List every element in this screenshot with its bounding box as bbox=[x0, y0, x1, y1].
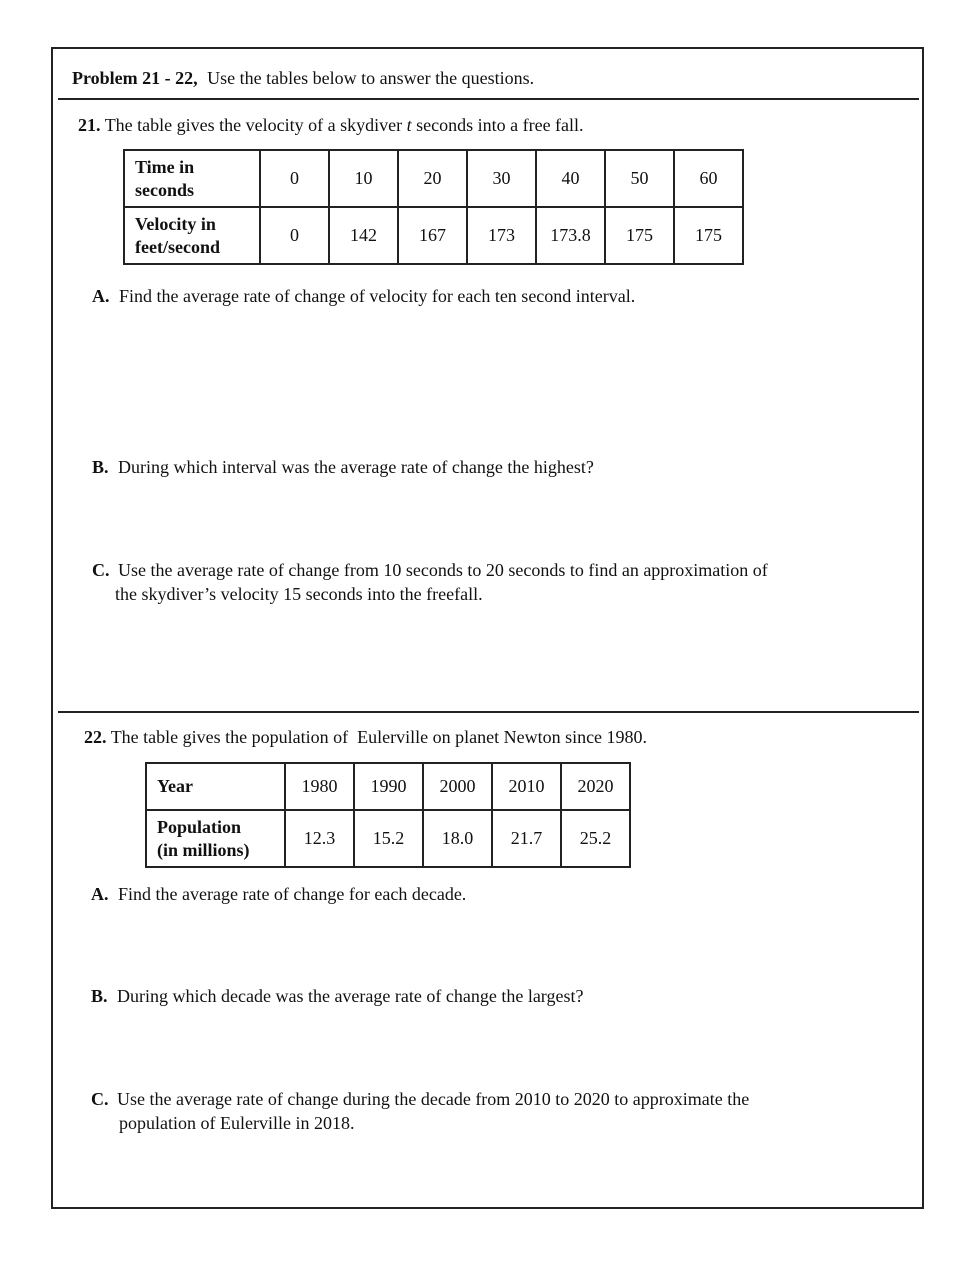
problem-21-part-a bbox=[92, 284, 635, 308]
problem-21-part-c-line2: the skydiver’s velocity 15 seconds into the freefall. bbox=[115, 584, 483, 604]
year-cell: 2010 bbox=[492, 763, 561, 810]
time-header-line2: seconds bbox=[135, 179, 195, 200]
time-header-line1: Time in bbox=[135, 156, 195, 177]
table-row-year bbox=[146, 763, 630, 810]
velocity-header-cell bbox=[124, 207, 260, 264]
part-b-text: During which decade was the average rate of change the largest? bbox=[117, 986, 584, 1006]
velocity-cell: 142 bbox=[329, 207, 398, 264]
population-header-cell bbox=[146, 810, 285, 867]
table-row-time bbox=[124, 150, 743, 207]
header-divider bbox=[58, 98, 919, 100]
problem-21-stem-var: t bbox=[406, 115, 412, 135]
velocity-cell: 175 bbox=[605, 207, 674, 264]
population-header-line1: Population bbox=[157, 816, 242, 837]
time-cell: 10 bbox=[329, 150, 398, 207]
table-row-velocity bbox=[124, 207, 743, 264]
population-cell: 18.0 bbox=[423, 810, 492, 867]
time-cell: 20 bbox=[398, 150, 467, 207]
problem-header-bold: Problem 21 - 22, bbox=[72, 68, 198, 88]
problem-21-part-b bbox=[92, 455, 594, 479]
velocity-header-line2: feet/second bbox=[135, 236, 220, 257]
velocity-table bbox=[123, 149, 744, 265]
problem-21-number: 21. bbox=[78, 115, 101, 135]
year-cell: 2020 bbox=[561, 763, 630, 810]
time-cell: 0 bbox=[260, 150, 329, 207]
problem-22-number: 22. bbox=[84, 727, 107, 747]
velocity-cell: 175 bbox=[674, 207, 743, 264]
time-header-cell bbox=[124, 150, 260, 207]
problem-header bbox=[72, 66, 534, 90]
problem-divider bbox=[58, 711, 919, 713]
problem-22-part-c-line2: population of Eulerville in 2018. bbox=[119, 1113, 355, 1133]
problem-21-stem-a: The table gives the velocity of a skydiver bbox=[104, 115, 403, 135]
velocity-cell: 167 bbox=[398, 207, 467, 264]
problem-21-stem bbox=[78, 113, 584, 137]
time-cell: 50 bbox=[605, 150, 674, 207]
part-a-text: Find the average rate of change for each decade. bbox=[118, 884, 467, 904]
year-cell: 1990 bbox=[354, 763, 423, 810]
velocity-cell: 173.8 bbox=[536, 207, 605, 264]
time-cell: 40 bbox=[536, 150, 605, 207]
population-cell: 25.2 bbox=[561, 810, 630, 867]
part-a-label: A. bbox=[92, 286, 110, 306]
time-cell: 30 bbox=[467, 150, 536, 207]
year-cell: 1980 bbox=[285, 763, 354, 810]
problem-header-text: Use the tables below to answer the questions. bbox=[207, 68, 535, 88]
population-cell: 12.3 bbox=[285, 810, 354, 867]
part-b-label: B. bbox=[91, 986, 108, 1006]
problem-21-stem-b: seconds into a free fall. bbox=[416, 115, 584, 135]
population-cell: 21.7 bbox=[492, 810, 561, 867]
problem-22-stem-text: The table gives the population of Eulerville on planet Newton since 1980. bbox=[110, 727, 648, 747]
part-a-text: Find the average rate of change of velocity for each ten second interval. bbox=[119, 286, 636, 306]
population-header-line2: (in millions) bbox=[157, 839, 250, 860]
problem-22-part-a bbox=[91, 882, 466, 906]
problem-22-part-c bbox=[91, 1087, 749, 1111]
part-b-label: B. bbox=[92, 457, 109, 477]
velocity-header-line1: Velocity in bbox=[135, 213, 216, 234]
velocity-cell: 173 bbox=[467, 207, 536, 264]
part-c-text-line1: Use the average rate of change from 10 seconds to 20 seconds to find an approximation of bbox=[118, 560, 768, 580]
part-c-label: C. bbox=[92, 560, 110, 580]
population-cell: 15.2 bbox=[354, 810, 423, 867]
year-header-cell: Year bbox=[146, 763, 285, 810]
part-c-label: C. bbox=[91, 1089, 109, 1109]
part-b-text: During which interval was the average rate of change the highest? bbox=[118, 457, 594, 477]
table-row-population bbox=[146, 810, 630, 867]
problem-22-part-b bbox=[91, 984, 583, 1008]
velocity-cell: 0 bbox=[260, 207, 329, 264]
problem-21-part-c bbox=[92, 558, 768, 582]
year-cell: 2000 bbox=[423, 763, 492, 810]
part-a-label: A. bbox=[91, 884, 109, 904]
population-table bbox=[145, 762, 631, 868]
time-cell: 60 bbox=[674, 150, 743, 207]
problem-22-stem bbox=[84, 725, 647, 749]
part-c-text-line1: Use the average rate of change during the decade from 2010 to 2020 to approximate the bbox=[117, 1089, 750, 1109]
